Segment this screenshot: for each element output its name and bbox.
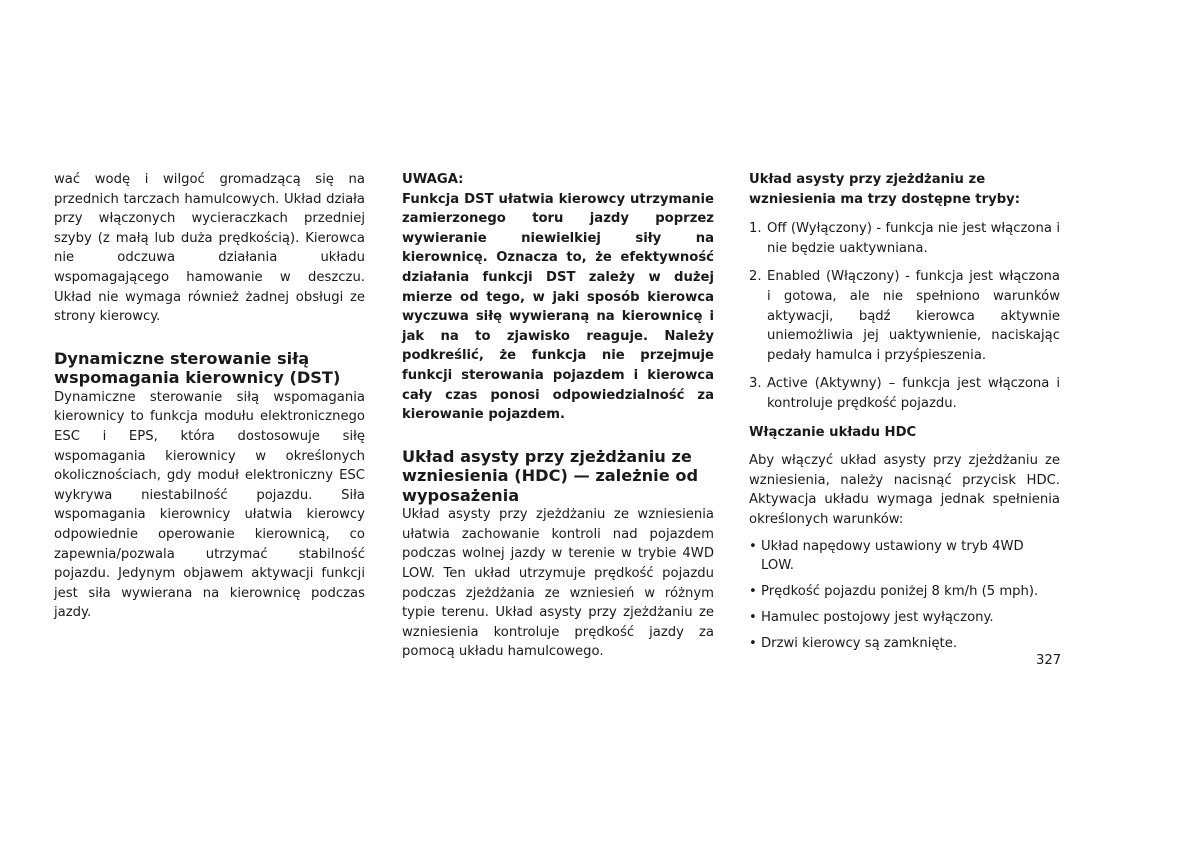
modes-heading: Układ asysty przy zjeżdżaniu ze wzniesienia ma trzy dostępne tryby: [749,172,1021,207]
list-item [749,634,1060,654]
bullet: • [749,538,757,554]
list-text: Active (Aktywny) – funkcja jest włączona i kontroluje prędkość pojazdu. [767,376,1060,411]
list-item [749,267,1060,365]
page-number: 327 [1036,653,1062,668]
list-text: Enabled (Włączony) - funkcja jest włączona i gotowa, ale nie spełniono warunków aktywacji, bądź kierowca aktywnie uniemożliwia jej uaktywnienie, naciskając pedały hamulca i przyśpieszenia. [767,269,1060,363]
list-text: Hamulec postojowy jest wyłączony. [761,610,994,626]
requirements-list [749,537,1060,654]
bullet: • [749,610,757,626]
list-item [749,608,1060,628]
dst-paragraph: Dynamiczne sterowanie siłą wspomagania kierownicy to funkcja modułu elektronicznego ESC i EPS, która dostosowuje siłę wspomagania kierownicy w określonych okolicznościach, gdy moduł elektroniczny ESC wykrywa niestabilność pojazdu. Siła wspomagania kierownicy ułatwia kierowcy odpowiednie operowanie kierownicą, co zapewnia/pozwala utrzymać stabilność pojazdu. Jedynym objawem aktywacji funkcji jest siła wywierana na kierownicę podczas jazdy. [54,389,365,621]
list-item [749,537,1060,576]
hdc-paragraph: Układ asysty przy zjeżdżaniu ze wzniesienia ułatwia zachowanie kontroli nad pojazdem podczas wolnej jazdy w terenie w trybie 4WD LOW. Ten układ utrzymuje prędkość pojazdu podczas zjeżdżania ze wzniesień w różnym typie terenu. Układ asysty przy zjeżdżaniu ze wzniesienia kontroluje prędkość jazdy za pomocą układu hamulcowego. [402,507,714,660]
list-text: Prędkość pojazdu poniżej 8 km/h (5 mph). [761,584,1039,600]
column-right [749,170,1060,660]
bullet: • [749,584,757,600]
list-text: Drzwi kierowcy są zamknięte. [761,636,958,652]
list-number: 1. [749,221,762,237]
list-number: 2. [749,269,762,285]
intro-paragraph: wać wodę i wilgoć gromadzącą się na przednich tarczach hamulcowych. Układ działa przy włączonych wycieraczkach przedniej szyby (z małą lub duża prędkością). Kierowca nie odczuwa działania układu wspomagającego hamowanie w deszczu. Układ nie wymaga również żadnej obsługi ze strony kierowcy. [54,172,365,325]
list-item [749,219,1060,258]
column-left [54,170,365,623]
bullet: • [749,636,757,652]
list-item [749,582,1060,602]
enable-paragraph: Aby włączyć układ asysty przy zjeżdżaniu ze wzniesienia, należy nacisnąć przycisk HDC. Aktywacja układu wymaga jednak spełnienia określonych warunków: [749,453,1060,527]
note-paragraph: Funkcja DST ułatwia kierowcy utrzymanie zamierzonego toru jazdy poprzez wywieranie niewielkiej siły na kierownicę. Oznacza to, że efektywność działania funkcji DST zależy w dużej mierze od tego, w jaki sposób kierowca wyczuwa siłę wywieraną na kierownicę i jak na to zjawisko reaguje. Należy podkreślić, że funkcja nie przejmuje funkcji sterowania pojazdem i kierowca cały czas ponosi odpowiedzialność za kierowanie pojazdem. [402,191,714,423]
modes-list [749,219,1060,413]
enable-heading: Włączanie układu HDC [749,424,917,440]
column-middle [402,170,714,662]
note-label: UWAGA: [402,172,464,187]
list-text: Układ napędowy ustawiony w tryb 4WD LOW. [761,538,1024,574]
list-item [749,374,1060,413]
list-number: 3. [749,376,762,392]
hdc-heading: Układ asysty przy zjeżdżaniu ze wzniesienia (HDC) — zależnie od wyposażenia [402,446,699,505]
list-text: Off (Wyłączony) - funkcja nie jest włączona i nie będzie uaktywniana. [767,221,1060,256]
dst-heading: Dynamiczne sterowanie siłą wspomagania kierownicy (DST) [54,348,341,388]
